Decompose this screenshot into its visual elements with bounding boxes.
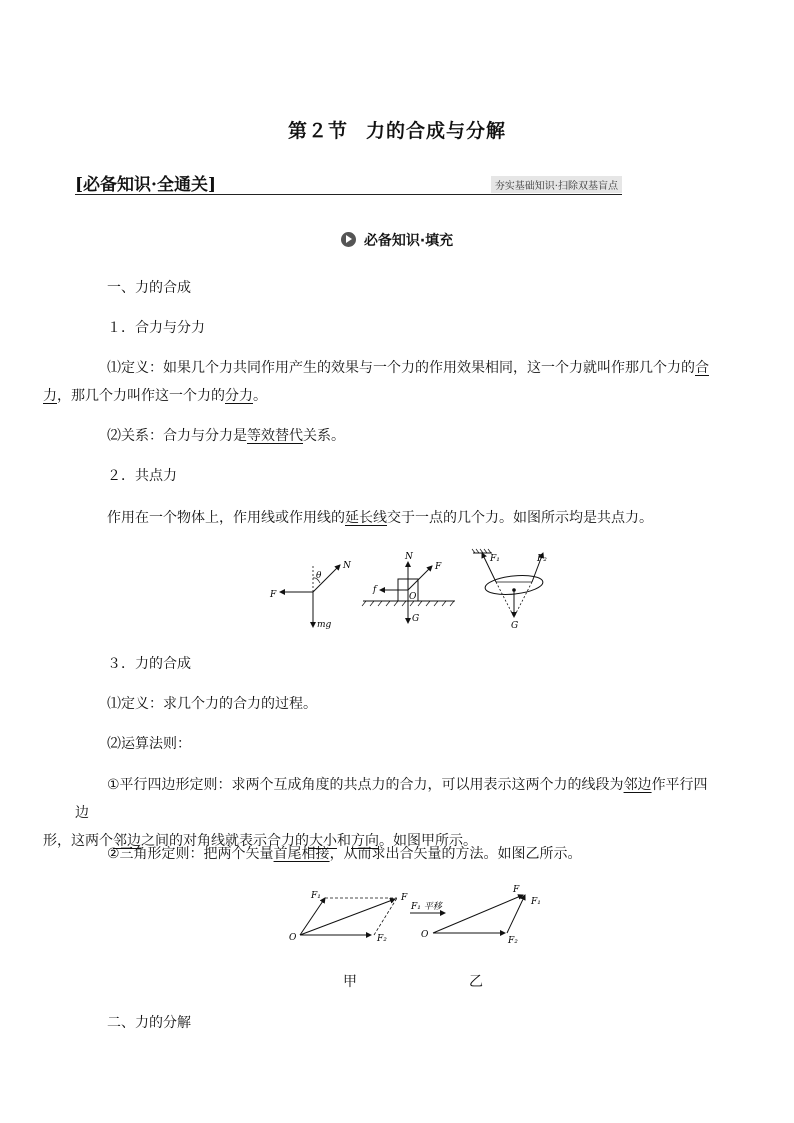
text: 作平行四边 bbox=[75, 777, 708, 821]
relation-paragraph bbox=[107, 422, 717, 450]
page-title bbox=[0, 116, 794, 143]
caption-jia: 甲 bbox=[343, 974, 357, 990]
heading-concurrent-forces: ２．共点力 bbox=[107, 468, 177, 484]
concurrent-forces-figure bbox=[260, 545, 560, 635]
figure-jia bbox=[289, 891, 408, 944]
text: 。 bbox=[253, 388, 267, 404]
text: 之间的对角线就表示合力的 bbox=[141, 833, 309, 849]
triangle-paragraph bbox=[107, 840, 717, 868]
answer: 力 bbox=[43, 388, 57, 404]
text: 。如图甲所示。 bbox=[379, 833, 477, 849]
figure-b bbox=[362, 552, 455, 624]
answer: 大小 bbox=[309, 833, 337, 849]
label-F: F bbox=[270, 590, 277, 600]
label-F: F bbox=[401, 893, 408, 903]
text: ⑴定义：如果几个力共同作用产生的效果与一个力的作用效果相同，这一个力就叫作那几个力的 bbox=[107, 360, 695, 376]
section-header-label: [必备知识·全通关] bbox=[75, 175, 217, 195]
label-F1: F₁ bbox=[531, 897, 541, 907]
label-O: O bbox=[409, 592, 417, 602]
text: 作用在一个物体上，作用线或作用线的 bbox=[107, 510, 345, 526]
text: ②三角形定则：把两个矢量 bbox=[107, 846, 274, 862]
answer: 首尾相接 bbox=[273, 846, 330, 862]
text: ⑵关系：合力与分力是 bbox=[107, 428, 247, 444]
answer: 等效替代 bbox=[247, 428, 303, 444]
section-header-tag: 夯实基础知识·扫除双基盲点 bbox=[491, 176, 622, 193]
answer: 方向 bbox=[351, 833, 379, 849]
section-number: 第２节 bbox=[287, 120, 348, 142]
label-F1: F₁ bbox=[311, 891, 321, 901]
caption-yi: 乙 bbox=[469, 974, 483, 990]
label-G: G bbox=[412, 614, 420, 624]
heading-force-decomposition: 二、力的分解 bbox=[107, 1015, 191, 1031]
composition-rules: ⑵运算法则： bbox=[107, 736, 191, 752]
label-F: F bbox=[435, 562, 442, 572]
answer: 邻边 bbox=[113, 833, 141, 849]
label-N: N bbox=[343, 561, 351, 571]
label-F1: F₁ bbox=[490, 554, 500, 564]
answer: 邻边 bbox=[623, 777, 652, 793]
label-F2: F₂ bbox=[537, 554, 547, 564]
label-N: N bbox=[405, 552, 413, 562]
text: ①平行四边形定则：求两个互成角度的共点力的合力，可以用表示这两个力的线段为 bbox=[107, 777, 624, 793]
subheader bbox=[0, 230, 794, 250]
label-O: O bbox=[421, 930, 429, 940]
play-icon bbox=[341, 232, 356, 247]
label-O: O bbox=[289, 933, 297, 943]
definition-paragraph bbox=[43, 354, 718, 410]
label-F2: F₂ bbox=[377, 934, 387, 944]
label-theta: θ bbox=[316, 571, 322, 581]
text: ，那几个力叫作这一个力的 bbox=[57, 388, 225, 404]
text: 和 bbox=[337, 833, 351, 849]
concurrent-paragraph bbox=[107, 504, 717, 532]
label-F: F bbox=[513, 885, 520, 895]
answer: 合 bbox=[695, 360, 709, 376]
heading-composition: ３．力的合成 bbox=[107, 656, 191, 672]
figure-yi bbox=[410, 885, 541, 946]
label-shift: F₁ 平移 bbox=[411, 902, 442, 912]
text: ，从而求出合矢量的方法。如图乙所示。 bbox=[329, 846, 582, 862]
heading-force-composition: 一、力的合成 bbox=[107, 280, 191, 296]
answer: 分力 bbox=[225, 388, 253, 404]
label-G: G bbox=[511, 621, 519, 631]
section-header-bar bbox=[75, 170, 622, 195]
label-mg: mg bbox=[317, 620, 332, 630]
figure-a bbox=[269, 561, 352, 630]
figure-c bbox=[472, 549, 547, 631]
composition-definition: ⑴定义：求几个力的合力的过程。 bbox=[107, 696, 317, 712]
text: 形，这两个 bbox=[43, 833, 113, 849]
text: 关系。 bbox=[303, 428, 345, 444]
text: 交于一点的几个力。如图所示均是共点力。 bbox=[387, 510, 653, 526]
section-name: 力的合成与分解 bbox=[366, 120, 507, 142]
subheader-label: 必备知识·填充 bbox=[363, 233, 454, 249]
heading-resultant-components: １．合力与分力 bbox=[107, 320, 205, 336]
label-f: f bbox=[373, 585, 377, 595]
answer: 延长线 bbox=[345, 510, 387, 526]
vector-addition-figure bbox=[285, 880, 555, 950]
label-F2: F₂ bbox=[508, 936, 518, 946]
